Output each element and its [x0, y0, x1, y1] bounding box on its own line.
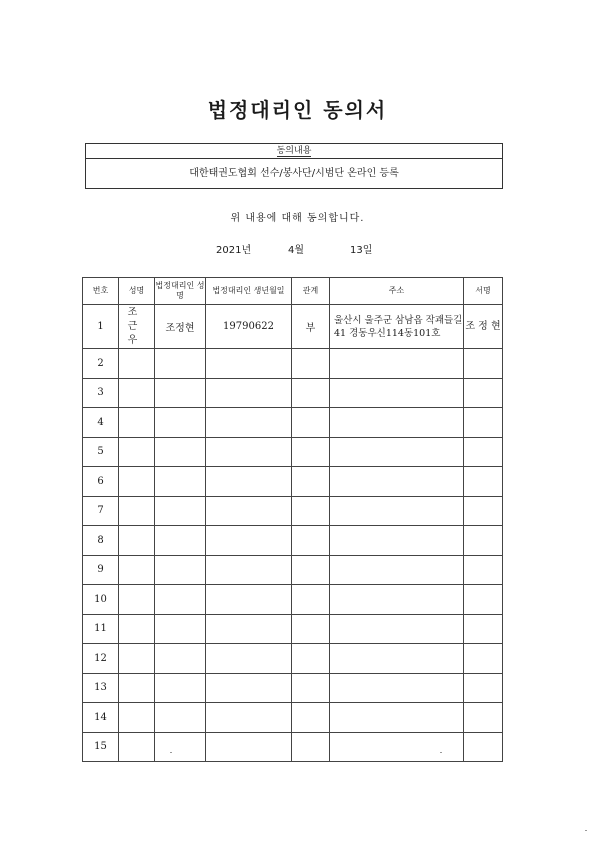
cell-no: 11 [83, 614, 119, 644]
cell-address [330, 732, 464, 762]
cell-relation [292, 437, 330, 467]
cell-name [119, 496, 155, 526]
cell-name [119, 673, 155, 703]
cell-guardian-name [155, 644, 206, 674]
consent-box [85, 143, 503, 189]
scan-speck [170, 752, 172, 753]
table-row [83, 673, 503, 703]
scan-speck [585, 830, 587, 831]
cell-signature [464, 703, 503, 733]
header-relation: 관계 [292, 278, 330, 305]
cell-name [119, 644, 155, 674]
cell-guardian-name [155, 467, 206, 497]
table-row [83, 644, 503, 674]
table-header-row [83, 278, 503, 305]
cell-relation: 부 [292, 305, 330, 349]
header-no: 번호 [83, 278, 119, 305]
cell-no: 5 [83, 437, 119, 467]
cell-address [330, 378, 464, 408]
cell-guardian-birth [206, 408, 292, 438]
cell-signature [464, 408, 503, 438]
table-row [83, 703, 503, 733]
cell-name [119, 378, 155, 408]
cell-signature [464, 496, 503, 526]
cell-guardian-birth [206, 614, 292, 644]
cell-signature [464, 673, 503, 703]
table-row [83, 585, 503, 615]
consent-header [86, 144, 502, 159]
guardian-table [82, 277, 503, 762]
document-title: 법정대리인 동의서 [207, 98, 388, 122]
cell-signature [464, 349, 503, 379]
cell-guardian-name [155, 555, 206, 585]
cell-guardian-birth [206, 378, 292, 408]
cell-guardian-birth [206, 526, 292, 556]
cell-relation [292, 703, 330, 733]
cell-relation [292, 408, 330, 438]
scan-speck [440, 752, 442, 753]
cell-guardian-birth [206, 673, 292, 703]
cell-signature [464, 732, 503, 762]
cell-address [330, 585, 464, 615]
cell-address [330, 437, 464, 467]
date-year: 2021년 [216, 245, 252, 256]
cell-name [119, 585, 155, 615]
cell-name [119, 437, 155, 467]
table-row [83, 305, 503, 349]
date-day: 13일 [350, 245, 373, 256]
header-guardian-name: 법정대리인 성명 [155, 278, 206, 305]
date-month: 4월 [288, 245, 305, 256]
table-row [83, 349, 503, 379]
table-row [83, 555, 503, 585]
cell-address [330, 408, 464, 438]
table-row [83, 467, 503, 497]
cell-no: 7 [83, 496, 119, 526]
cell-address [330, 349, 464, 379]
cell-guardian-birth [206, 467, 292, 497]
cell-guardian-name [155, 673, 206, 703]
consent-header-label: 동의내용 [276, 146, 312, 156]
cell-guardian-name [155, 732, 206, 762]
cell-no: 9 [83, 555, 119, 585]
cell-no: 15 [83, 732, 119, 762]
table-row [83, 378, 503, 408]
cell-no: 8 [83, 526, 119, 556]
cell-address: 울산시 울주군 삼남읍 작괘들길41 경동우신114동101호 [330, 305, 464, 349]
cell-relation [292, 585, 330, 615]
table-row [83, 496, 503, 526]
cell-signature [464, 644, 503, 674]
cell-guardian-birth [206, 644, 292, 674]
cell-no: 2 [83, 349, 119, 379]
cell-guardian-name [155, 526, 206, 556]
cell-name [119, 555, 155, 585]
cell-address [330, 467, 464, 497]
cell-name [119, 526, 155, 556]
cell-no: 14 [83, 703, 119, 733]
cell-name [119, 614, 155, 644]
table-row [83, 732, 503, 762]
cell-no: 3 [83, 378, 119, 408]
cell-no: 13 [83, 673, 119, 703]
cell-name [119, 732, 155, 762]
cell-signature [464, 526, 503, 556]
cell-address [330, 555, 464, 585]
cell-no: 1 [83, 305, 119, 349]
cell-relation [292, 378, 330, 408]
cell-relation [292, 496, 330, 526]
cell-name [119, 408, 155, 438]
cell-guardian-name [155, 614, 206, 644]
cell-name [119, 349, 155, 379]
cell-address [330, 644, 464, 674]
cell-address [330, 703, 464, 733]
cell-relation [292, 732, 330, 762]
table-row [83, 526, 503, 556]
header-guardian-birth: 법정대리인 생년월일 [206, 278, 292, 305]
cell-guardian-name [155, 703, 206, 733]
cell-guardian-birth [206, 703, 292, 733]
cell-guardian-name [155, 496, 206, 526]
cell-address [330, 496, 464, 526]
cell-name: 조 근 우 [119, 305, 155, 349]
cell-relation [292, 467, 330, 497]
cell-guardian-birth [206, 437, 292, 467]
cell-guardian-birth [206, 585, 292, 615]
cell-address [330, 673, 464, 703]
cell-guardian-name [155, 378, 206, 408]
cell-relation [292, 555, 330, 585]
header-name: 성명 [119, 278, 155, 305]
table-row [83, 614, 503, 644]
cell-relation [292, 349, 330, 379]
cell-signature [464, 437, 503, 467]
consent-body: 대한태권도협회 선수/봉사단/시범단 온라인 등록 [189, 168, 399, 179]
header-signature: 서명 [464, 278, 503, 305]
cell-no: 12 [83, 644, 119, 674]
cell-guardian-birth [206, 732, 292, 762]
cell-signature: 조 정 현 [464, 305, 503, 349]
cell-signature [464, 614, 503, 644]
cell-relation [292, 526, 330, 556]
cell-relation [292, 673, 330, 703]
header-address: 주소 [330, 278, 464, 305]
cell-guardian-birth: 19790622 [206, 305, 292, 349]
cell-signature [464, 585, 503, 615]
cell-guardian-name [155, 585, 206, 615]
cell-guardian-name: 조정현 [155, 305, 206, 349]
cell-guardian-name [155, 437, 206, 467]
cell-name [119, 467, 155, 497]
cell-signature [464, 378, 503, 408]
cell-guardian-birth [206, 555, 292, 585]
cell-signature [464, 555, 503, 585]
cell-relation [292, 614, 330, 644]
cell-guardian-birth [206, 496, 292, 526]
cell-name [119, 703, 155, 733]
table-row [83, 408, 503, 438]
cell-guardian-name [155, 349, 206, 379]
cell-guardian-birth [206, 349, 292, 379]
cell-signature [464, 467, 503, 497]
table-row [83, 437, 503, 467]
agreement-statement: 위 내용에 대해 동의합니다. [230, 213, 365, 224]
cell-no: 4 [83, 408, 119, 438]
cell-address [330, 526, 464, 556]
cell-no: 6 [83, 467, 119, 497]
cell-address [330, 614, 464, 644]
cell-no: 10 [83, 585, 119, 615]
cell-relation [292, 644, 330, 674]
cell-guardian-name [155, 408, 206, 438]
